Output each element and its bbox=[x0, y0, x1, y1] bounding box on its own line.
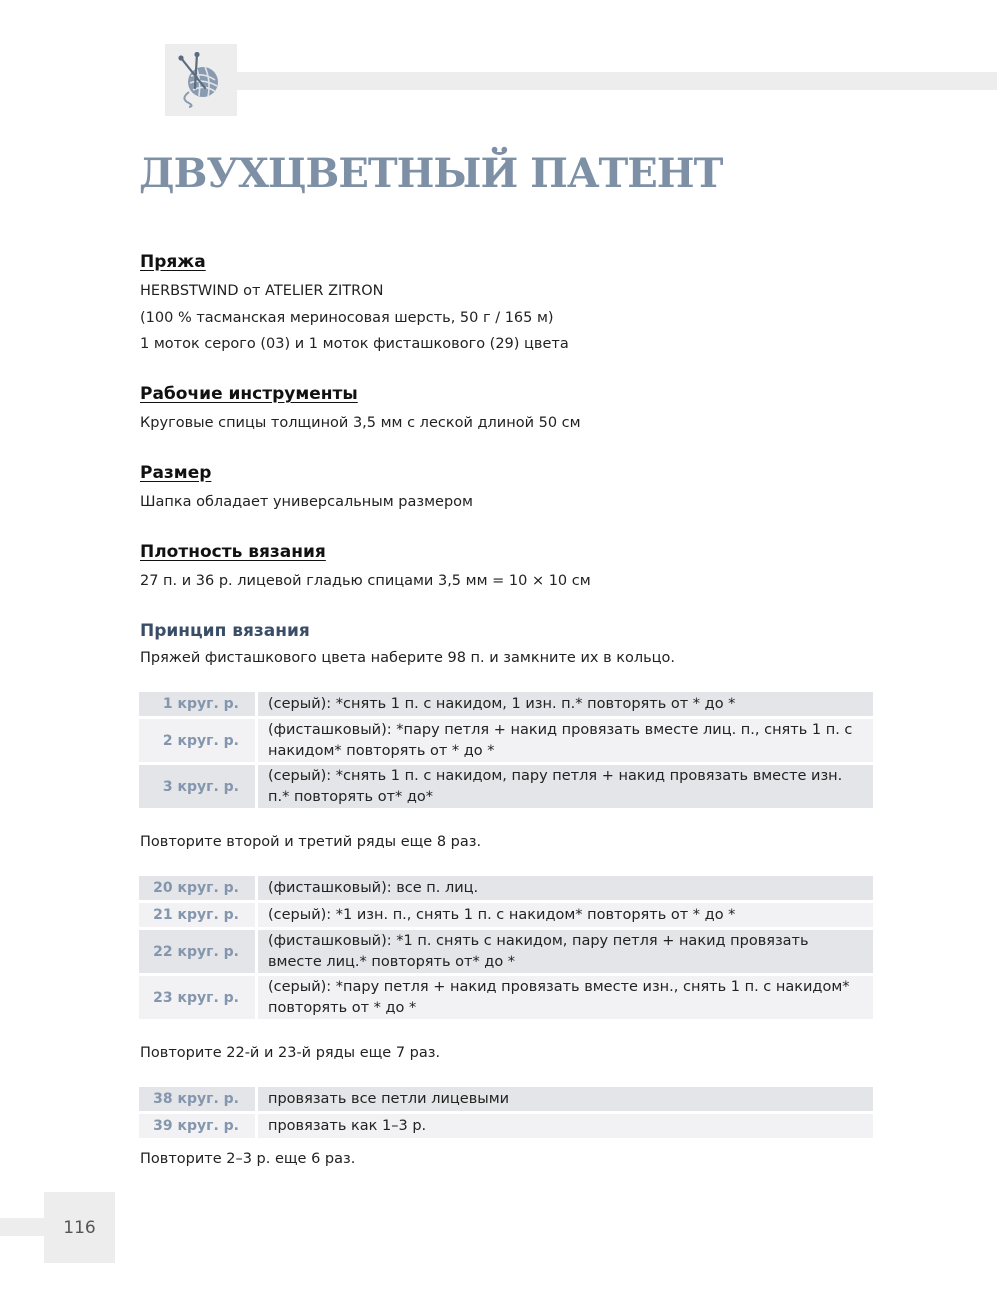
repeat-note: Повторите 2–3 р. еще 6 раз. bbox=[140, 1151, 356, 1167]
row-label: 21 круг. р. bbox=[139, 903, 255, 927]
row-text: (фисташковый): *1 п. снять с накидом, пару петля + накид провязать вместе лиц.* повторять от* до * bbox=[258, 930, 873, 973]
row-label: 39 круг. р. bbox=[139, 1114, 255, 1138]
row-text: провязать все петли лицевыми bbox=[258, 1087, 873, 1111]
rows-table-3 bbox=[139, 1087, 873, 1141]
yarn-ball-icon bbox=[175, 52, 227, 108]
section-line: Шапка обладает универсальным размером bbox=[140, 494, 473, 510]
row-text: (серый): *снять 1 п. с накидом, 1 изн. п.* повторять от * до * bbox=[258, 692, 873, 716]
section-gauge bbox=[140, 542, 591, 595]
row-label: 23 круг. р. bbox=[139, 976, 255, 1019]
section-size bbox=[140, 463, 473, 516]
row-label: 2 круг. р. bbox=[139, 719, 255, 762]
page-title: ДВУХЦВЕТНЫЙ ПАТЕНТ bbox=[139, 150, 723, 197]
repeat-note: Повторите второй и третий ряды еще 8 раз. bbox=[140, 834, 482, 850]
section-heading: Пряжа bbox=[140, 252, 206, 272]
page-number: 116 bbox=[44, 1192, 115, 1263]
table-row bbox=[139, 876, 873, 900]
rows-table-1 bbox=[139, 692, 873, 811]
table-row bbox=[139, 903, 873, 927]
section-line: 1 моток серого (03) и 1 моток фисташкового (29) цвета bbox=[140, 336, 569, 352]
principle-intro: Пряжей фисташкового цвета наберите 98 п. и замкните их в кольцо. bbox=[140, 650, 676, 666]
table-row bbox=[139, 1114, 873, 1138]
row-text: (серый): *1 изн. п., снять 1 п. с накидом* повторять от * до * bbox=[258, 903, 873, 927]
header-bar bbox=[236, 72, 997, 90]
row-label: 20 круг. р. bbox=[139, 876, 255, 900]
row-text: (серый): *пару петля + накид провязать вместе изн., снять 1 п. с накидом* повторять от * до * bbox=[258, 976, 873, 1019]
section-line: (100 % тасманская мериносовая шерсть, 50 г / 165 м) bbox=[140, 309, 554, 326]
table-row bbox=[139, 719, 873, 762]
table-row bbox=[139, 692, 873, 716]
principle-heading: Принцип вязания bbox=[140, 621, 310, 641]
row-text: (фисташковый): *пару петля + накид провязать вместе лиц. п., снять 1 п. с накидом* повторять от * до * bbox=[258, 719, 873, 762]
repeat-note: Повторите 22-й и 23-й ряды еще 7 раз. bbox=[140, 1045, 441, 1061]
section-line: HERBSTWIND от ATELIER ZITRON bbox=[140, 283, 384, 299]
section-heading: Размер bbox=[140, 463, 212, 483]
rows-table-2 bbox=[139, 876, 873, 1022]
footer-bar bbox=[0, 1218, 44, 1236]
row-text: провязать как 1–3 р. bbox=[258, 1114, 873, 1138]
row-label: 3 круг. р. bbox=[139, 765, 255, 808]
row-label: 1 круг. р. bbox=[139, 692, 255, 716]
section-line: Круговые спицы толщиной 3,5 мм с леской длиной 50 см bbox=[140, 415, 581, 431]
section-yarn bbox=[140, 252, 569, 358]
header-icon-box bbox=[165, 44, 237, 116]
row-label: 38 круг. р. bbox=[139, 1087, 255, 1111]
section-heading: Плотность вязания bbox=[140, 542, 326, 562]
table-row bbox=[139, 930, 873, 973]
section-line: 27 п. и 36 р. лицевой гладью спицами 3,5 мм = 10 × 10 см bbox=[140, 573, 591, 589]
table-row bbox=[139, 976, 873, 1019]
section-heading: Рабочие инструменты bbox=[140, 384, 358, 404]
table-row bbox=[139, 765, 873, 808]
row-label: 22 круг. р. bbox=[139, 930, 255, 973]
section-tools bbox=[140, 384, 581, 437]
table-row bbox=[139, 1087, 873, 1111]
row-text: (фисташковый): все п. лиц. bbox=[258, 876, 873, 900]
row-text: (серый): *снять 1 п. с накидом, пару петля + накид провязать вместе изн. п.* повторять от* до* bbox=[258, 765, 873, 808]
